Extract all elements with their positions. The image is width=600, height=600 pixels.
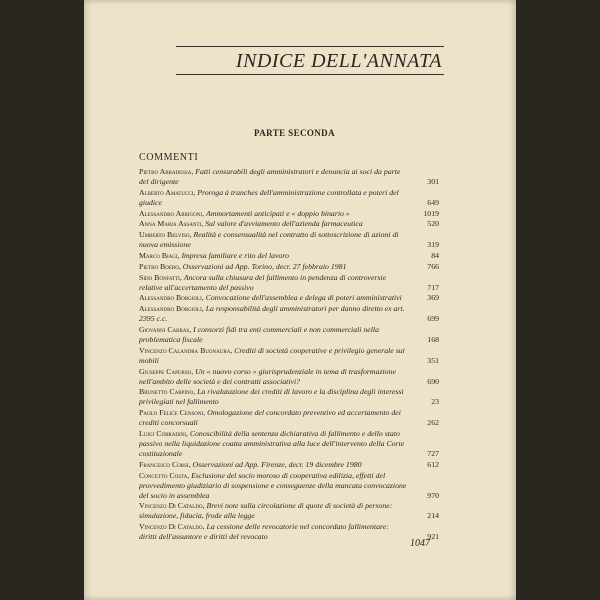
index-entry: Vincenzo Calandra Buonaura, Crediti di società cooperative e privilegio generale sui mobili 351 [139, 345, 439, 365]
entry-author: Alessandro Borgioli [139, 293, 202, 303]
entry-author: Brunetto Carpino [139, 387, 194, 397]
entry-page: 1019 [423, 208, 439, 218]
entry-title: Proroga à tranches dell'amministrazione controllata e poteri del giudice [139, 187, 399, 207]
entry-page: 168 [427, 334, 439, 344]
running-title: INDICE DELL'ANNATA [235, 50, 442, 72]
entry-page: 23 [431, 397, 439, 407]
subsection-heading: COMMENTI [139, 152, 199, 163]
entry-page: 727 [427, 448, 439, 458]
index-entry: Luigi Corradini, Conoscibilità della sentenza dichiarativa di fallimento e dello stato passivo nella liquidazione coatta amministrativa alla luce dell'intervento della Corte costituzionale 727 [139, 428, 439, 458]
entry-title: Ancora sulla chiusura del fallimento in pendenza di controversie relative all'accertamento del passivo [139, 272, 387, 292]
entry-title: Convocazione dell'assemblea e delega di poteri amministrativi [205, 293, 402, 303]
index-entry: Umberto Belviso, Realità e consensualità nel contratto di sottoscrizione di azioni di nuova emissione 319 [139, 230, 439, 250]
index-entry: Sido Bonfatti, Ancora sulla chiusura del fallimento in pendenza di controversie relative all'accertamento del passivo 717 [139, 272, 439, 292]
entry-title: Osservazioni ad App. Torino, decr. 27 febbraio 1981 [182, 261, 347, 271]
header-rule-bottom [176, 74, 444, 75]
entry-page: 262 [427, 418, 439, 428]
entry-title: Realità e consensualità nel contratto di sottoscrizione di azioni di nuova emissione [139, 230, 399, 250]
entry-page: 301 [427, 177, 439, 186]
entry-page: 214 [427, 511, 439, 521]
index-entry: Vincenzo Di Cataldo, La cessione delle revocatorie nel concordato fallimentare: diritti dell'assuntore e diritti del revocato 921 [139, 522, 439, 542]
entry-title: Osservazioni ad App. Firenze, decr. 19 dicembre 1980 [192, 459, 362, 469]
entry-title: Conoscibilità della sentenza dichiarativa di fallimento e dello stato passivo nella liquidazione coatta amministrativa alla luce dell'intervento della Corte costituzionale [139, 428, 405, 458]
index-entry: Marco Biagi, Impresa familiare e rito del lavoro 84 [139, 250, 439, 260]
index-entry: Pietro Abbadessa, Fatti censurabili degli amministratori e denuncia ai soci da parte del dirigente 301 [139, 167, 439, 186]
entry-title: Fatti censurabili degli amministratori e denuncia ai soci da parte del dirigente [139, 167, 401, 186]
index-entry: Paolo Felice Censoni, Omologazione del concordato preventivo ed accertamento dei crediti concorsuali 262 [139, 408, 439, 428]
index-entry: Alessandro Borgioli, La responsabilità degli amministratori per danno diretto ex art. 2395 c.c. 699 [139, 304, 439, 324]
index-entry: Pietro Boero, Osservazioni ad App. Torino, decr. 27 febbraio 1981 766 [139, 261, 439, 271]
entry-page: 84 [431, 250, 439, 260]
entry-author: Alessandro Borgioli [139, 304, 202, 314]
index-entry: Alessandro Arrigoni, Ammortamenti anticipati e « doppio binario » 1019 [139, 208, 439, 218]
entry-author: Giuseppe Capurso [139, 366, 192, 376]
entry-title: Esclusione del socio moroso di cooperativa edilizia, effetti del provvedimento giudiziario di sospensione e conseguenze della mancata convocazione del socio in assemblea [139, 470, 407, 500]
index-entry: Anna Maria Assanti, Sul valore d'avviamento dell'azienda farmaceutica 520 [139, 219, 439, 229]
entry-author: Marco Biagi [139, 250, 178, 260]
entry-author: Vincenzo Di Cataldo [139, 522, 203, 532]
page-number: 1047 [410, 538, 430, 549]
entry-title: I consorzi fidi tra enti commerciali e non commerciali nella problematica fiscale [139, 324, 379, 344]
entry-page: 319 [427, 240, 439, 250]
entry-title: Ammortamenti anticipati e « doppio binario » [205, 208, 350, 218]
entry-title: La cessione delle revocatorie nel concordato fallimentare: diritti dell'assuntore e diritti del revocato [139, 522, 389, 542]
entry-author: Alberto Amatucci [139, 187, 194, 197]
entry-title: Crediti di società cooperative e privilegio generale sui mobili [139, 345, 405, 365]
entry-author: Alessandro Arrigoni [139, 208, 203, 218]
entry-page: 649 [427, 197, 439, 207]
entry-author: Concetto Costa [139, 470, 188, 480]
index-entry: Francesco Corsi, Osservazioni ad App. Firenze, decr. 19 dicembre 1980 612 [139, 459, 439, 469]
index-entry: Vincenzo Di Cataldo, Brevi note sulla circolazione di quote di società di persone: simulazione, fiducia, frode alla legge 214 [139, 501, 439, 521]
entry-author: Pietro Boero [139, 261, 179, 271]
index-entry: Alberto Amatucci, Proroga à tranches dell'amministrazione controllata e poteri del giudice 649 [139, 187, 439, 207]
section-heading: PARTE SECONDA [254, 128, 335, 138]
entry-page: 717 [427, 282, 439, 292]
entry-title: La rivalutazione dei crediti di lavoro e la disciplina degli interessi privilegiati nel fallimento [139, 387, 404, 407]
entry-page: 520 [427, 219, 439, 229]
entry-title: Sul valore d'avviamento dell'azienda farmaceutica [205, 219, 363, 229]
entry-page: 369 [427, 293, 439, 303]
entry-page: 690 [427, 376, 439, 386]
entry-page: 612 [427, 459, 439, 469]
index-entry: Alessandro Borgioli, Convocazione dell'assemblea e delega di poteri amministrativi 369 [139, 293, 439, 303]
entry-author: Francesco Corsi [139, 459, 189, 469]
entry-author: Pietro Abbadessa [139, 167, 192, 176]
entry-page: 970 [427, 490, 439, 500]
entry-author: Paolo Felice Censoni [139, 408, 204, 418]
entry-author: Luigi Corradini [139, 428, 186, 438]
index-entry: Giuseppe Capurso, Un « nuovo corso » giurisprudenziale in tema di trasformazione nell'ambito delle società e dei contratti associativi? 690 [139, 366, 439, 386]
entry-title: Brevi note sulla circolazione di quote di società di persone: simulazione, fiducia, frode alla legge [139, 501, 393, 521]
entry-title: Impresa familiare e rito del lavoro [181, 250, 290, 260]
index-entries [139, 167, 439, 543]
entry-title: Un « nuovo corso » giurisprudenziale in tema di trasformazione nell'ambito delle società e dei contratti associativi? [139, 366, 396, 386]
entry-author: Vincenzo Di Cataldo [139, 501, 203, 511]
index-entry: Giovanni Cabras, I consorzi fidi tra enti commerciali e non commerciali nella problematica fiscale 168 [139, 324, 439, 344]
entry-title: La responsabilità degli amministratori per danno diretto ex art. 2395 c.c. [139, 304, 405, 324]
entry-page: 699 [427, 314, 439, 324]
entry-author: Anna Maria Assanti [139, 219, 202, 229]
entry-page: 351 [427, 355, 439, 365]
entry-page: 921 [427, 532, 439, 542]
entry-author: Vincenzo Calandra Buonaura [139, 345, 231, 355]
header-rule-top [176, 46, 444, 47]
entry-author: Umberto Belviso [139, 230, 190, 240]
index-entry: Brunetto Carpino, La rivalutazione dei crediti di lavoro e la disciplina degli interessi privilegiati nel fallimento 23 [139, 387, 439, 407]
entry-title: Omologazione del concordato preventivo ed accertamento dei crediti concorsuali [139, 408, 401, 428]
entry-author: Sido Bonfatti [139, 272, 180, 282]
index-entry: Concetto Costa, Esclusione del socio moroso di cooperativa edilizia, effetti del provvedimento giudiziario di sospensione e conseguenze della mancata convocazione del socio in assemblea 970 [139, 470, 439, 500]
entry-page: 766 [427, 261, 439, 271]
entry-author: Giovanni Cabras [139, 324, 190, 334]
